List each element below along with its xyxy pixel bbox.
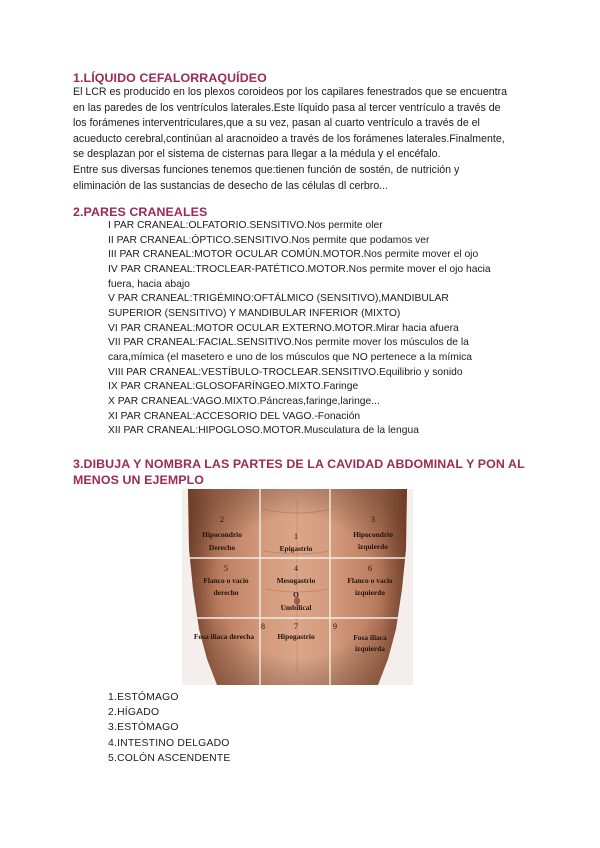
- region-number: 4: [294, 564, 298, 573]
- list-item: 5.COLÓN ASCENDENTE: [108, 752, 231, 764]
- paragraph-line: acueducto cerebral,continúan al aracnoideo a través de los forámenes laterales.Finalmente,: [73, 132, 505, 145]
- list-item: cara,mímica (el masetero e uno de los músculos que NO pertenece a la mímica: [108, 351, 472, 363]
- cranial-nerves-list: [108, 219, 548, 439]
- list-item: III PAR CRANEAL:MOTOR OCULAR COMÚN.MOTOR.Nos permite mover el ojo: [108, 249, 479, 261]
- region-number: 7: [294, 622, 298, 631]
- region-label: O: [293, 590, 299, 599]
- region-number: 3: [371, 515, 375, 524]
- section-1-paragraph: [73, 85, 543, 194]
- region-label: Hipocondrio: [202, 530, 242, 539]
- region-label: Flanco o vacío: [347, 576, 393, 585]
- region-number: 6: [368, 564, 372, 573]
- paragraph-line: se desplazan por el sistema de cisternas para llegar a la médula y el encéfalo.: [73, 148, 441, 161]
- paragraph-line: Entre sus diversas funciones tenemos que:tienen función de sostén, de nutrición y: [73, 163, 460, 176]
- list-item: 4.INTESTINO DELGADO: [108, 737, 230, 749]
- list-item: IX PAR CRANEAL:GLOSOFARÍNGEO.MIXTO.Faringe: [108, 381, 359, 393]
- region-label: izquierdo: [355, 588, 385, 597]
- region-number: 8: [261, 622, 265, 631]
- region-label: Hipocondrio: [353, 530, 393, 539]
- region-label: izquierda: [355, 644, 385, 653]
- region-label: Fosa iliaca: [353, 633, 387, 642]
- abdomen-illustration: [182, 489, 413, 685]
- region-number: 1: [294, 532, 298, 541]
- list-item: X PAR CRANEAL:VAGO.MIXTO.Páncreas,faringe,laringe...: [108, 395, 380, 407]
- section-2-title: 2.PARES CRANEALES: [73, 205, 208, 219]
- paragraph-line: El LCR es producido en los plexos coroideos por los capilares fenestrados que se encuentra: [73, 86, 508, 98]
- paragraph-line: eliminación de las sustancias de desecho de las células dl cerbro...: [73, 179, 389, 192]
- region-label: Epigastrio: [279, 544, 313, 553]
- section-3-title-line-2: MENOS UN EJEMPLO: [73, 473, 205, 487]
- list-item: VIII PAR CRANEAL:VESTÍBULO-TROCLEAR.SENSITIVO.Equilibrio y sonido: [108, 366, 463, 378]
- list-item: fuera, hacia abajo: [108, 278, 190, 290]
- list-item: 1.ESTÓMAGO: [108, 692, 179, 703]
- paragraph-line: en las paredes de los ventrículos laterales.Este líquido pasa al tercer ventrículo a través de: [73, 101, 501, 114]
- list-item: II PAR CRANEAL:ÓPTICO.SENSITIVO.Nos permite que podamos ver: [108, 234, 430, 246]
- list-item: VI PAR CRANEAL:MOTOR OCULAR EXTERNO.MOTOR.Mirar hacia afuera: [108, 322, 459, 334]
- list-item: VII PAR CRANEAL:FACIAL.SENSITIVO.Nos permite mover los músculos de la: [108, 337, 469, 349]
- list-item: 3.ESTÓMAGO: [108, 722, 179, 734]
- region-number: 5: [224, 564, 228, 573]
- list-item: IV PAR CRANEAL:TROCLEAR-PATÉTICO.MOTOR.Nos permite mover el ojo hacia: [108, 263, 491, 275]
- list-item: SUPERIOR (SENSITIVO) Y MANDIBULAR INFERIOR (MIXTO): [108, 307, 401, 319]
- region-label: Fosa iliaca derecha: [193, 632, 255, 641]
- list-item: I PAR CRANEAL:OLFATORIO.SENSITIVO.Nos permite oler: [108, 220, 383, 231]
- region-label: Mesogastrio: [276, 576, 316, 585]
- region-label: derecho: [213, 588, 239, 597]
- region-label: Hipogastrio: [277, 632, 315, 641]
- region-label: izquierdo: [358, 542, 388, 551]
- examples-list: [108, 690, 231, 766]
- list-item: XII PAR CRANEAL:HIPOGLOSO.MOTOR.Musculatura de la lengua: [108, 425, 419, 437]
- region-label: Umbilical: [280, 603, 312, 612]
- abdominal-regions-figure: [182, 489, 413, 685]
- section-3-title-line-1: 3.DIBUJA Y NOMBRA LAS PARTES DE LA CAVIDAD ABDOMINAL Y PON AL: [73, 457, 525, 471]
- region-label: Flanco o vacío: [203, 576, 249, 585]
- list-item: V PAR CRANEAL:TRIGÉMINO:OFTÁLMICO (SENSITIVO),MANDIBULAR: [108, 293, 449, 305]
- region-label: Derecho: [208, 543, 236, 552]
- region-number: 9: [333, 622, 337, 631]
- section-1-title: 1.LÍQUIDO CEFALORRAQUÍDEO: [73, 71, 267, 85]
- list-item: XI PAR CRANEAL:ACCESORIO DEL VAGO.-Fonación: [108, 410, 361, 422]
- paragraph-line: los forámenes interventriculares,que a su vez, pasan al cuarto ventrículo a través de el: [73, 117, 480, 130]
- list-item: 2.HÍGADO: [108, 707, 160, 719]
- region-number: 2: [220, 515, 224, 524]
